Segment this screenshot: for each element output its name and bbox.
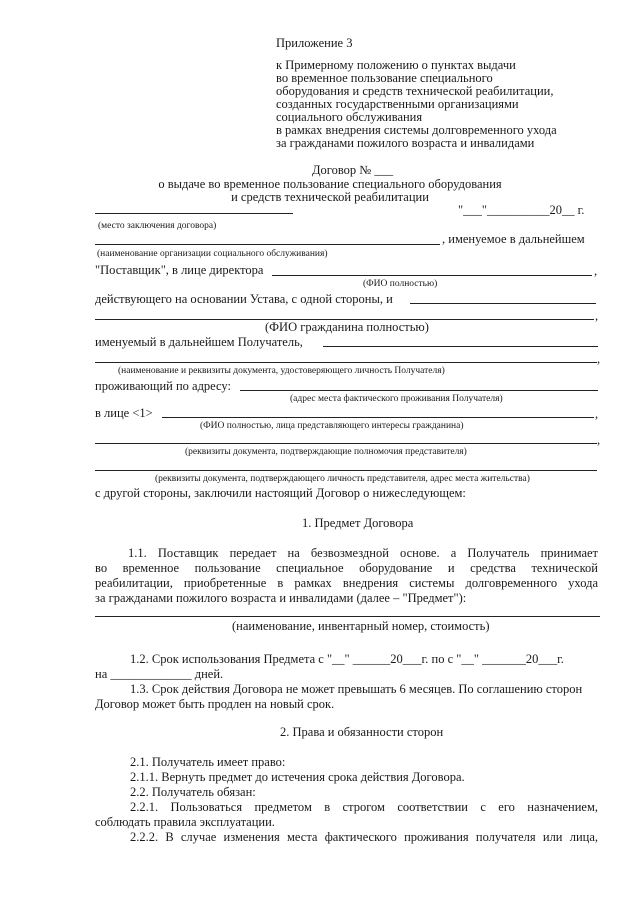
place-blank[interactable] xyxy=(95,213,293,214)
basis-text: действующего на основании Устава, с одной стороны, и xyxy=(95,292,393,306)
paragraph-line: 2.2.2. В случае изменения места фактического проживания получателя или лица, xyxy=(130,830,598,844)
supplier-text: "Поставщик", в лице директора xyxy=(95,263,264,277)
director-caption: (ФИО полностью) xyxy=(363,279,438,289)
appendix-line: созданных государственными организациями xyxy=(276,97,519,111)
comma: , xyxy=(595,407,599,421)
address-caption: (адрес места фактического проживания Получателя) xyxy=(290,394,503,404)
contract-subtitle: и средств технической реабилитации xyxy=(231,190,429,204)
basis-blank[interactable] xyxy=(410,303,596,304)
represented-text: в лице <1> xyxy=(95,406,153,420)
representative-caption: (ФИО полностью, лица представляющего интересы гражданина) xyxy=(200,421,464,431)
powers-caption: (реквизиты документа, подтверждающие полномочия представителя) xyxy=(185,447,467,457)
paragraph-line: Договор может быть продлен на новый срок. xyxy=(95,697,335,711)
contract-number: Договор № ___ xyxy=(312,163,394,177)
address-text: проживающий по адресу: xyxy=(95,379,231,393)
representative-blank[interactable] xyxy=(162,417,594,418)
powers-blank[interactable] xyxy=(95,443,597,444)
paragraph-line: 2.1.1. Вернуть предмет до истечения срока действия Договора. xyxy=(130,770,465,784)
comma: , xyxy=(594,264,598,278)
section-heading: 1. Предмет Договора xyxy=(302,516,414,530)
contract-date: "___"__________20__ г. xyxy=(458,203,585,217)
paragraph-line: соблюдать правила эксплуатации. xyxy=(95,815,275,829)
appendix-title: Приложение 3 xyxy=(276,36,353,50)
recipient-blank-1[interactable] xyxy=(323,346,598,347)
named-as-text: , именуемое в дальнейшем xyxy=(442,232,585,246)
contract-subtitle: о выдаче во временное пользование специального оборудования xyxy=(158,177,502,191)
paragraph-line: реабилитации, приобретенные в рамках внедрения системы долговременного ухода xyxy=(95,576,598,590)
paragraph-line: 2.2. Получатель обязан: xyxy=(130,785,256,799)
comma: , xyxy=(597,352,601,366)
appendix-line: в рамках внедрения системы долговременного ухода xyxy=(276,123,557,137)
recipient-blank-2[interactable] xyxy=(95,362,597,363)
paragraph-line: во временное пользование специальное оборудование и средства технической xyxy=(95,561,598,575)
paragraph-line: за гражданами пожилого возраста и инвалидами (далее – "Предмет"): xyxy=(95,591,467,605)
paragraph-line: 1.1. Поставщик передает на безвозмездной основе. а Получатель принимает xyxy=(128,546,598,560)
place-caption: (место заключения договора) xyxy=(98,221,217,231)
paragraph-line: 2.2.1. Пользоваться предметом в строгом соответствии с его назначением, xyxy=(130,800,598,814)
representative-doc-caption: (реквизиты документа, подтверждающего личность представителя, адрес места жительства) xyxy=(155,474,530,484)
recipient-text: именуемый в дальнейшем Получатель, xyxy=(95,335,303,349)
id-document-caption: (наименование и реквизиты документа, удостоверяющего личность Получателя) xyxy=(118,366,445,376)
organization-caption: (наименование организации социального обслуживания) xyxy=(97,249,328,259)
appendix-line: социального обслуживания xyxy=(276,110,423,124)
appendix-line: оборудования и средств технической реабилитации, xyxy=(276,84,554,98)
paragraph-line: 2.1. Получатель имеет право: xyxy=(130,755,286,769)
paragraph-line: 1.3. Срок действия Договора не может превышать 6 месяцев. По соглашению сторон xyxy=(130,682,583,696)
item-caption: (наименование, инвентарный номер, стоимость) xyxy=(232,619,490,633)
organization-blank[interactable] xyxy=(95,244,440,245)
closing-text: с другой стороны, заключили настоящий Договор о нижеследующем: xyxy=(95,486,466,500)
address-blank[interactable] xyxy=(240,390,598,391)
appendix-line: к Примерному положению о пунктах выдачи xyxy=(276,58,516,72)
appendix-line: во временное пользование специального xyxy=(276,71,493,85)
appendix-line: за гражданами пожилого возраста и инвалидами xyxy=(276,136,535,150)
representative-doc-blank[interactable] xyxy=(95,470,597,471)
comma: , xyxy=(595,309,599,323)
item-blank[interactable] xyxy=(95,616,600,617)
director-blank[interactable] xyxy=(272,275,592,276)
citizen-caption: (ФИО гражданина полностью) xyxy=(265,320,429,334)
comma: , xyxy=(597,433,601,447)
section-heading: 2. Права и обязанности сторон xyxy=(280,725,444,739)
paragraph-line: 1.2. Срок использования Предмета с "__" ______20___г. по с "__" _______20___г. xyxy=(130,652,564,666)
paragraph-line: на _____________ дней. xyxy=(95,667,224,681)
